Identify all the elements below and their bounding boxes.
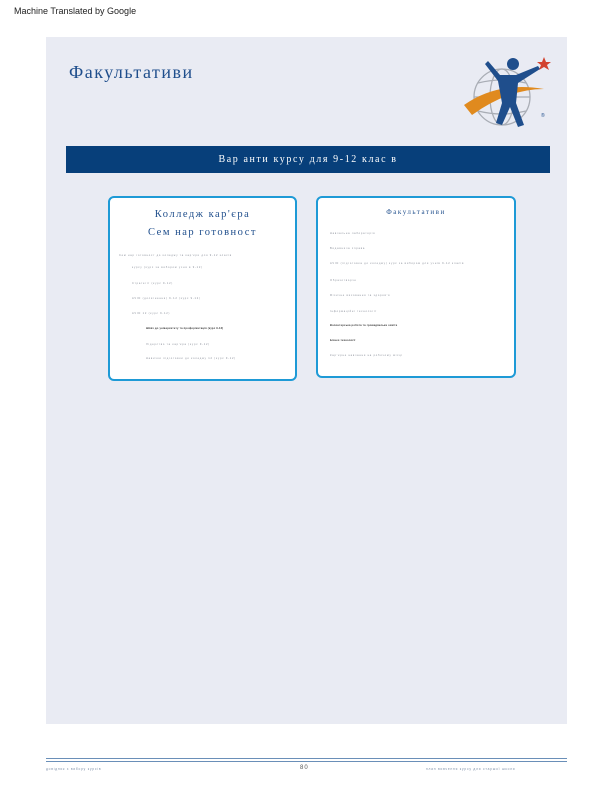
footer-right-text: план вивчення курсу для старшої школи bbox=[426, 767, 516, 771]
list-item: AVID (досягнення) 9-12 (курс 9-12) bbox=[132, 297, 201, 300]
footer-rule bbox=[46, 758, 567, 759]
list-item: Сем нар готовност до коледжу та кар'єри для 9-12 класів bbox=[119, 254, 232, 257]
footer-rule bbox=[46, 761, 567, 762]
svg-text:®: ® bbox=[541, 113, 545, 119]
list-item: курсу (курс за вибором учня в 9-12) bbox=[132, 266, 203, 269]
list-item: Видавнича справа bbox=[330, 247, 366, 250]
list-item: Кар'єрне навчання на робочому місці bbox=[330, 354, 403, 357]
list-item: Фізичне виховання та здоров'я bbox=[330, 294, 391, 297]
card-subtitle: Сем нар готовност bbox=[148, 227, 257, 238]
list-item: Інформаційні технології bbox=[330, 310, 377, 313]
college-career-card bbox=[108, 196, 297, 381]
section-heading: Вар анти курсу для 9-12 клас в bbox=[218, 154, 398, 165]
page-number: 80 bbox=[300, 765, 309, 771]
card-title: Колледж кар'єра bbox=[154, 209, 251, 220]
list-item: Навчальна лабораторія bbox=[330, 232, 376, 235]
list-item: Шлях до університету та профорієнтація (курс 9-12) bbox=[146, 327, 224, 330]
list-item: Стратегії (курс 9-12) bbox=[132, 282, 174, 285]
list-item: Образотворче bbox=[330, 279, 357, 282]
list-item: Волонтерська робота та громадянська освіта bbox=[330, 324, 398, 327]
list-item: Бізнес-технології bbox=[330, 339, 356, 342]
footer-left-text: довідник з вибору курсів bbox=[46, 767, 102, 771]
list-item: AVID (підготовка до коледжу) курс за вибором для учнів 9-12 класів bbox=[330, 262, 465, 265]
section-heading-band bbox=[66, 146, 550, 173]
logo bbox=[458, 45, 554, 141]
electives-card bbox=[316, 196, 516, 378]
page-title: Факультативи bbox=[69, 62, 194, 82]
list-item: Лідерство та кар'єра (курс 9-12) bbox=[146, 343, 210, 346]
machine-translation-banner: Machine Translated by Google bbox=[14, 6, 137, 16]
list-item: Навички підготовки до коледжу 12 (курс 9-12) bbox=[146, 357, 236, 360]
list-item: AVID 12 (курс 9-12) bbox=[132, 312, 171, 315]
card-title: Факультативи bbox=[386, 208, 446, 216]
